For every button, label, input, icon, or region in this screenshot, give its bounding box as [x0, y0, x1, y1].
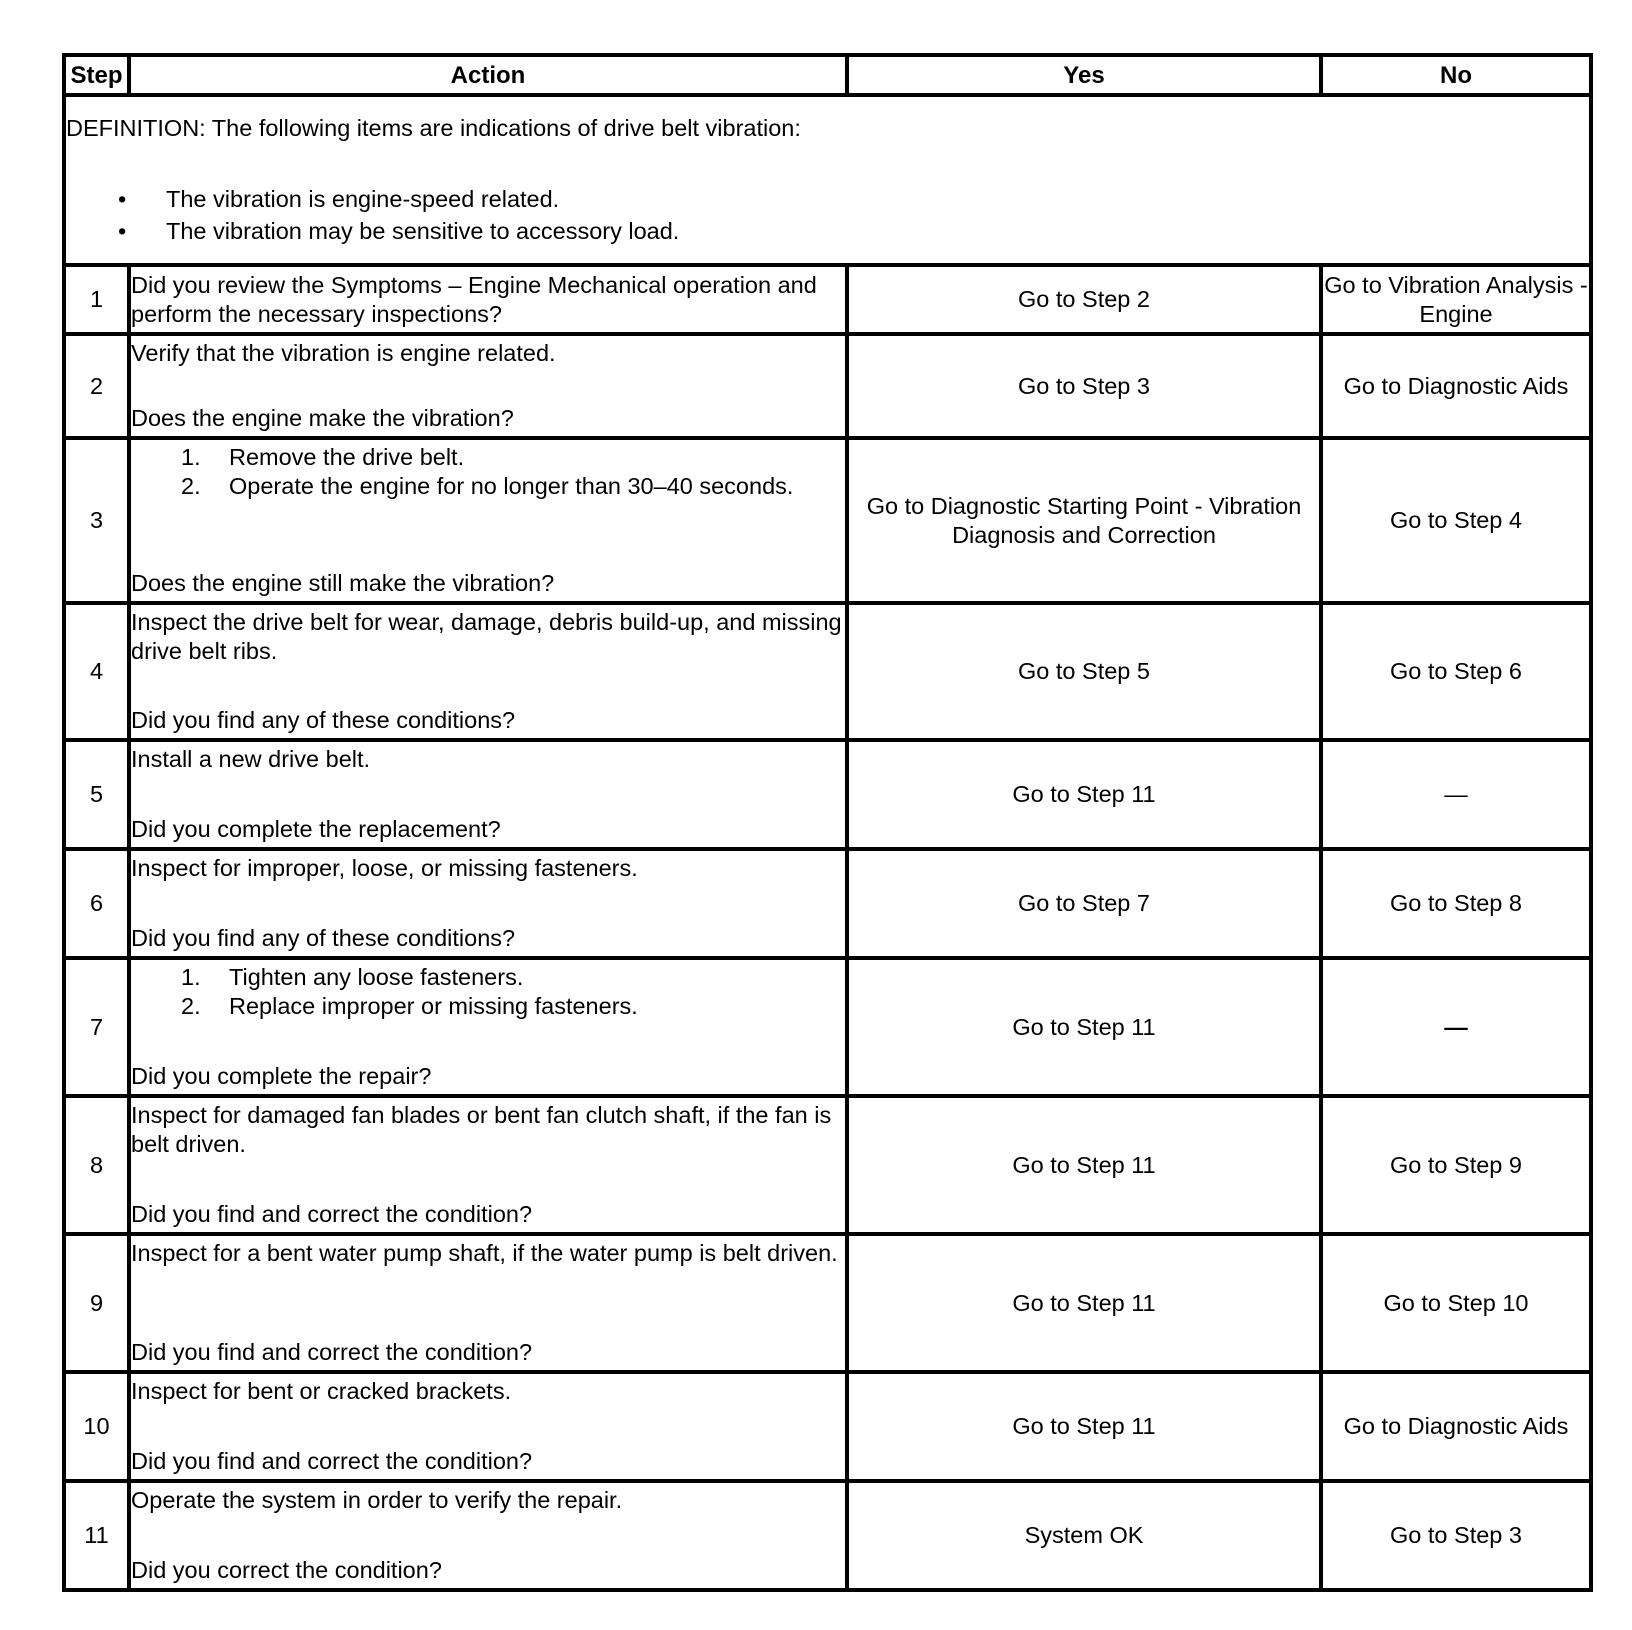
action-question: Did you find any of these conditions?: [131, 925, 516, 951]
action-question: Did you correct the condition?: [131, 1557, 442, 1583]
yes-cell: Go to Step 7: [847, 849, 1321, 958]
diagnostic-table: [62, 53, 1593, 1592]
header-step: Step: [64, 55, 129, 95]
step-number: 3: [64, 438, 129, 603]
header-yes: Yes: [847, 55, 1321, 95]
table-row: [64, 1096, 1591, 1234]
definition-row: [64, 95, 1591, 265]
action-question: Did you find and correct the condition?: [131, 1339, 533, 1365]
no-cell: Go to Step 10: [1321, 1234, 1591, 1372]
step-number: 1: [64, 265, 129, 334]
no-cell: Go to Vibration Analysis - Engine: [1321, 265, 1591, 334]
action-instruction: Verify that the vibration is engine related.: [131, 340, 556, 366]
no-cell: Go to Diagnostic Aids: [1321, 334, 1591, 438]
no-cell: Go to Step 6: [1321, 603, 1591, 740]
yes-cell: Go to Step 3: [847, 334, 1321, 438]
list-item: 2. Replace improper or missing fasteners.: [181, 993, 638, 1019]
no-cell: Go to Diagnostic Aids: [1321, 1372, 1591, 1481]
table-row: [64, 1234, 1591, 1372]
step-number: 4: [64, 603, 129, 740]
step-number: 7: [64, 958, 129, 1096]
definition-text: DEFINITION: The following items are indications of drive belt vibration:: [66, 114, 801, 141]
yes-cell: Go to Step 11: [847, 1372, 1321, 1481]
no-cell: —: [1321, 740, 1591, 849]
yes-cell: Go to Step 11: [847, 1234, 1321, 1372]
step-number: 5: [64, 740, 129, 849]
step-number: 6: [64, 849, 129, 958]
action-instruction: Install a new drive belt.: [131, 746, 371, 772]
definition-cell: [64, 95, 1591, 265]
table-row: [64, 1481, 1591, 1590]
action-cell: [129, 1481, 847, 1590]
list-item: • The vibration is engine-speed related.: [118, 183, 1589, 215]
step-number: 2: [64, 334, 129, 438]
table-row: [64, 265, 1591, 334]
action-instruction: Operate the system in order to verify the repair.: [131, 1487, 623, 1513]
list-item: 1. Tighten any loose fasteners.: [181, 964, 524, 990]
action-cell: [129, 1234, 847, 1372]
table-row: [64, 334, 1591, 438]
yes-cell: System OK: [847, 1481, 1321, 1590]
no-cell: Go to Step 4: [1321, 438, 1591, 603]
yes-cell: Go to Step 11: [847, 740, 1321, 849]
action-instruction: Inspect for a bent water pump shaft, if the water pump is belt driven.: [131, 1240, 838, 1266]
action-cell: [129, 603, 847, 740]
list-item: 1. Remove the drive belt.: [181, 444, 465, 470]
step-number: 9: [64, 1234, 129, 1372]
action-question: Does the engine make the vibration?: [131, 405, 514, 431]
step-number: 11: [64, 1481, 129, 1590]
header-action: Action: [129, 55, 847, 95]
no-cell: Go to Step 8: [1321, 849, 1591, 958]
action-cell: [129, 265, 847, 334]
list-item: • The vibration may be sensitive to accessory load.: [118, 215, 1589, 247]
action-cell: [129, 740, 847, 849]
yes-cell: Go to Diagnostic Starting Point - Vibration Diagnosis and Correction: [847, 438, 1321, 603]
no-cell: —: [1321, 958, 1591, 1096]
action-cell: [129, 1372, 847, 1481]
action-question: Does the engine still make the vibration?: [131, 570, 555, 596]
table-row: [64, 438, 1591, 603]
action-instruction: Inspect for improper, loose, or missing fasteners.: [131, 855, 638, 881]
action-cell: [129, 438, 847, 603]
action-question: Did you review the Symptoms – Engine Mechanical operation and perform the necessary inspections?: [131, 271, 817, 327]
action-question: Did you find and correct the condition?: [131, 1201, 533, 1227]
action-cell: [129, 849, 847, 958]
table-row: [64, 603, 1591, 740]
action-question: Did you find and correct the condition?: [131, 1448, 533, 1474]
yes-cell: Go to Step 5: [847, 603, 1321, 740]
action-question: Did you complete the replacement?: [131, 816, 501, 842]
step-number: 8: [64, 1096, 129, 1234]
action-steps-list: [131, 963, 845, 1021]
table-row: [64, 849, 1591, 958]
bullet-icon: •: [118, 217, 127, 244]
step-number: 10: [64, 1372, 129, 1481]
action-question: Did you find any of these conditions?: [131, 707, 516, 733]
table-row: [64, 740, 1591, 849]
yes-cell: Go to Step 11: [847, 958, 1321, 1096]
action-steps-list: [131, 443, 845, 501]
table-row: [64, 1372, 1591, 1481]
no-cell: Go to Step 3: [1321, 1481, 1591, 1590]
action-cell: [129, 958, 847, 1096]
action-instruction: Inspect for bent or cracked brackets.: [131, 1378, 512, 1404]
header-row: [64, 55, 1591, 95]
yes-cell: Go to Step 2: [847, 265, 1321, 334]
no-cell: Go to Step 9: [1321, 1096, 1591, 1234]
yes-cell: Go to Step 11: [847, 1096, 1321, 1234]
action-cell: [129, 1096, 847, 1234]
action-instruction: Inspect for damaged fan blades or bent fan clutch shaft, if the fan is belt driven.: [131, 1102, 832, 1157]
definition-bullets: [66, 183, 1589, 247]
header-no: No: [1321, 55, 1591, 95]
action-cell: [129, 334, 847, 438]
action-instruction: Inspect the drive belt for wear, damage, debris build-up, and missing drive belt ribs.: [131, 609, 842, 664]
list-item: 2. Operate the engine for no longer than 30–40 seconds.: [181, 473, 794, 499]
action-question: Did you complete the repair?: [131, 1063, 432, 1089]
table-row: [64, 958, 1591, 1096]
bullet-icon: •: [118, 185, 127, 212]
